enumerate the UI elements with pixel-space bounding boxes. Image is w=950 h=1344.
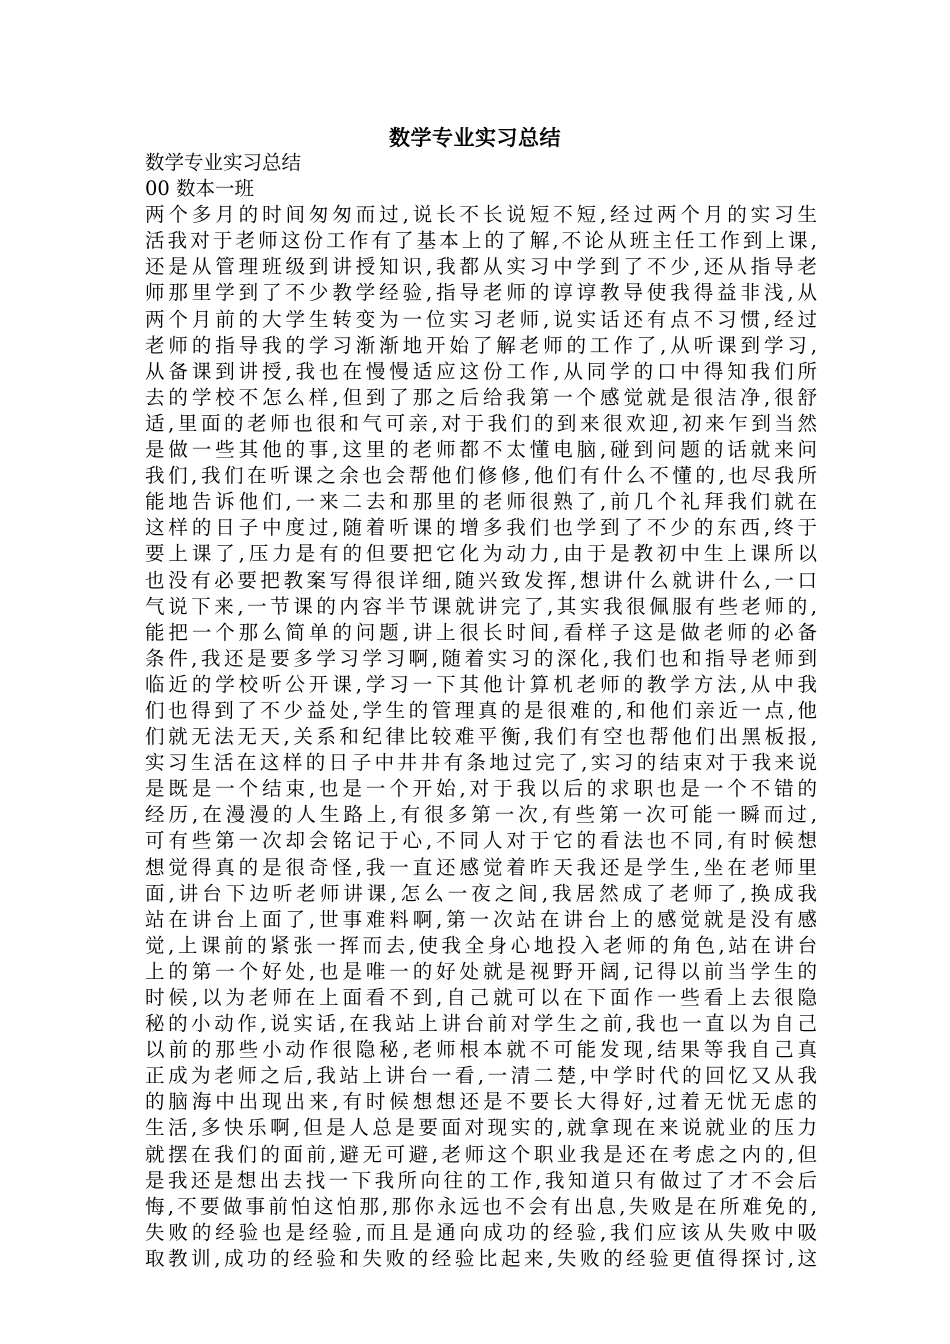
- document-body: [145, 150, 817, 1272]
- body-line: 就摆在我们的面前,避无可避,老师这个职业我是还在考虑之内的,但: [145, 1142, 817, 1166]
- document-subtitle: 数学专业实习总结: [145, 151, 302, 174]
- body-line: 站在讲台上面了,世事难料啊,第一次站在讲台上的感觉就是没有感: [145, 907, 817, 931]
- body-line: 生活,多快乐啊,但是人总是要面对现实的,就拿现在来说就业的压力: [145, 1116, 817, 1140]
- body-paragraph: [145, 202, 817, 1272]
- body-line: 取教训,成功的经验和失败的经验比起来,失败的经验更值得探讨,这: [145, 1246, 817, 1270]
- body-line: 条件,我还是要多学习学习啊,随着实习的深化,我们也和指导老师到: [145, 646, 817, 670]
- body-line: 是做一些其他的事,这里的老师都不太懂电脑,碰到问题的话就来问: [145, 438, 817, 462]
- body-line: 们也得到了不少益处,学生的管理真的是很难的,和他们亲近一点,他: [145, 698, 817, 722]
- body-line: 老师的指导我的学习渐渐地开始了解老师的工作了,从听课到学习,: [145, 333, 817, 357]
- body-line: 失败的经验也是经验,而且是通向成功的经验,我们应该从失败中吸: [145, 1220, 817, 1244]
- body-line: 以前的那些小动作很隐秘,老师根本就不可能发现,结果等我自己真: [145, 1038, 817, 1062]
- body-line: 上的第一个好处,也是唯一的好处就是视野开阔,记得以前当学生的: [145, 959, 817, 983]
- body-line: 秘的小动作,说实话,在我站上讲台前对学生之前,我也一直以为自己: [145, 1012, 817, 1036]
- body-line: 想觉得真的是很奇怪,我一直还感觉着昨天我还是学生,坐在老师里: [145, 855, 817, 879]
- body-line: 两个月前的大学生转变为一位实习老师,说实话还有点不习惯,经过: [145, 307, 817, 331]
- body-line: 可有些第一次却会铭记于心,不同人对于它的看法也不同,有时候想: [145, 829, 817, 853]
- body-line: 要上课了,压力是有的但要把它化为动力,由于是教初中生上课所以: [145, 542, 817, 566]
- body-line: 们就无法无天,关系和纪律比较难平衡,我们有空也帮他们出黑板报,: [145, 725, 817, 749]
- body-line: 时候,以为老师在上面看不到,自己就可以在下面作一些看上去很隐: [145, 986, 817, 1009]
- body-line: 两个多月的时间匆匆而过,说长不长说短不短,经过两个月的实习生: [145, 203, 817, 227]
- body-line: 从备课到讲授,我也在慢慢适应这份工作,从同学的口中得知我们所: [145, 359, 817, 383]
- body-line: 我们,我们在听课之余也会帮他们修修,他们有什么不懂的,也尽我所: [145, 464, 817, 488]
- body-line: 气说下来,一节课的内容半节课就讲完了,其实我很佩服有些老师的,: [145, 594, 817, 618]
- document-title: 数学专业实习总结: [389, 125, 561, 150]
- body-line: 临近的学校听公开课,学习一下其他计算机老师的教学方法,从中我: [145, 672, 817, 696]
- body-line: 悔,不要做事前怕这怕那,那你永远也不会有出息,失败是在所难免的,: [145, 1194, 817, 1218]
- body-line: 活我对于老师这份工作有了基本上的了解,不论从班主任工作到上课,: [145, 229, 817, 253]
- body-line: 能地告诉他们,一来二去和那里的老师很熟了,前几个礼拜我们就在: [145, 490, 817, 514]
- class-label: 00 数本一班: [145, 177, 255, 201]
- body-line: 实习生活在这样的日子中井井有条地过完了,实习的结束对于我来说: [145, 751, 817, 775]
- body-line: 是既是一个结束,也是一个开始,对于我以后的求职也是一个不错的: [145, 777, 817, 801]
- body-line: 的脑海中出现出来,有时候想想还是不要长大得好,过着无忧无虑的: [145, 1090, 817, 1114]
- body-line: 去的学校不怎么样,但到了那之后给我第一个感觉就是很洁净,很舒: [145, 385, 817, 409]
- body-line: 还是从管理班级到讲授知识,我都从实习中学到了不少,还从指导老: [145, 255, 817, 279]
- body-line: 正成为老师之后,我站上讲台一看,一清二楚,中学时代的回忆又从我: [145, 1064, 817, 1088]
- body-line: 能把一个那么简单的问题,讲上很长时间,看样子这是做老师的必备: [145, 620, 817, 644]
- body-line: 经历,在漫漫的人生路上,有很多第一次,有些第一次可能一瞬而过,: [145, 803, 817, 827]
- body-line: 这样的日子中度过,随着听课的增多我们也学到了不少的东西,终于: [145, 516, 817, 540]
- body-line: 适,里面的老师也很和气可亲,对于我们的到来很欢迎,初来乍到当然: [145, 411, 817, 435]
- body-line: 师那里学到了不少教学经验,指导老师的谆谆教导使我得益非浅,从: [145, 281, 817, 305]
- body-line: 也没有必要把教案写得很详细,随兴致发挥,想讲什么就讲什么,一口: [145, 568, 817, 592]
- body-line: 面,讲台下边听老师讲课,怎么一夜之间,我居然成了老师了,换成我: [145, 881, 817, 905]
- body-line: 觉,上课前的紧张一挥而去,使我全身心地投入老师的角色,站在讲台: [145, 933, 817, 957]
- body-line: 是我还是想出去找一下我所向往的工作,我知道只有做过了才不会后: [145, 1168, 817, 1192]
